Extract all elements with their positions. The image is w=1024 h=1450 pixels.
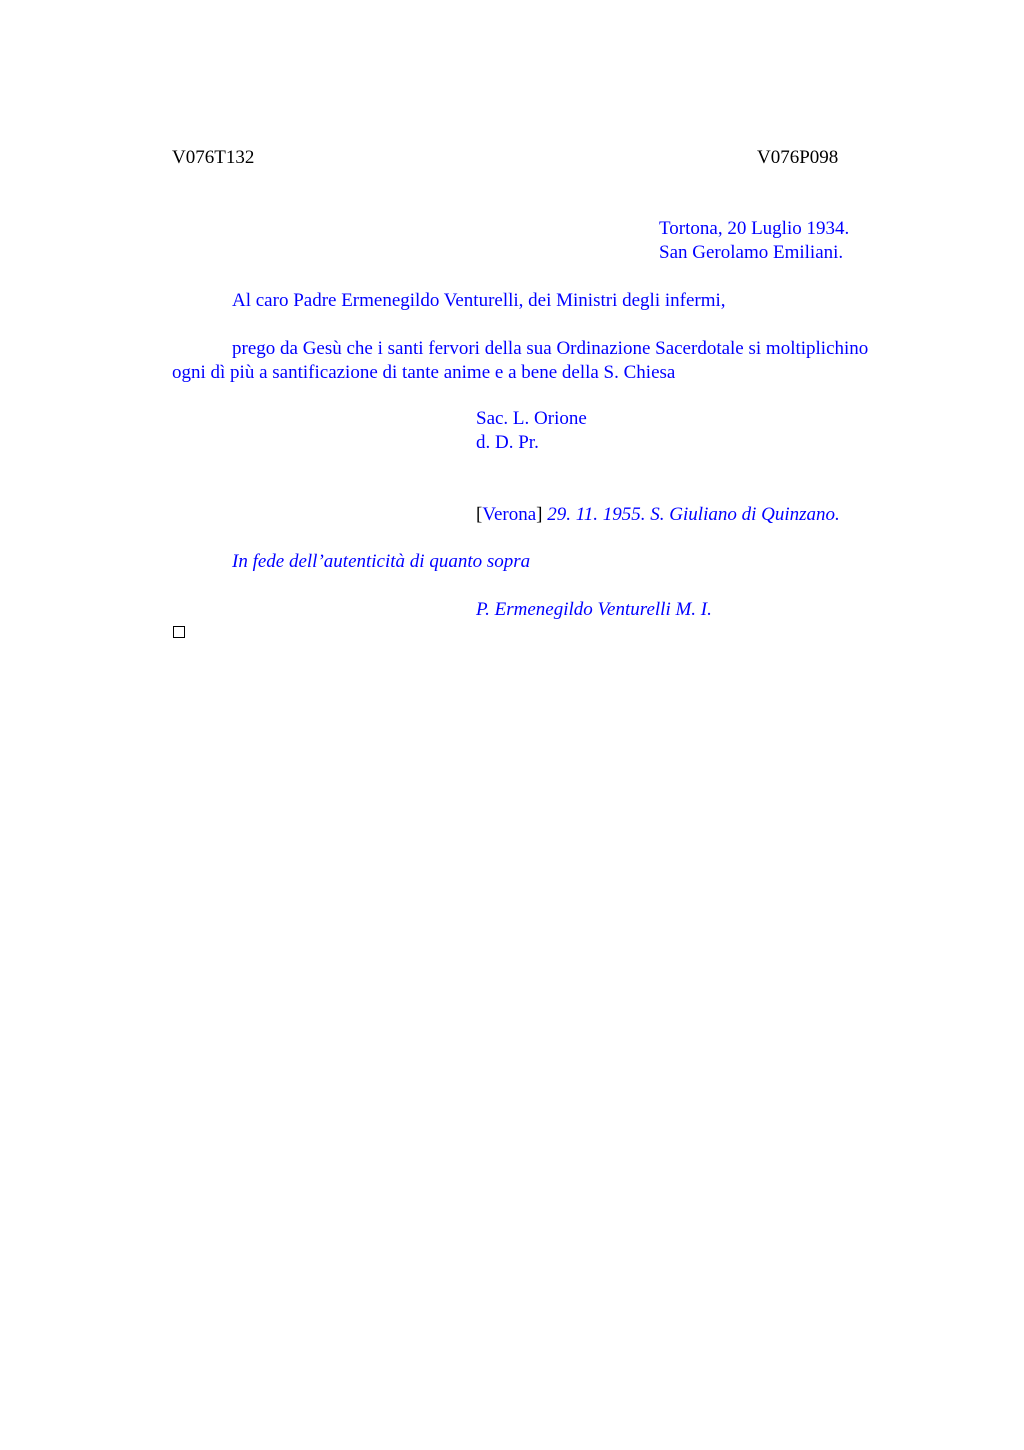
document-code-right: V076P098	[757, 147, 839, 168]
attestation-dateline	[476, 503, 840, 527]
signature-name: Sac. L. Orione	[476, 408, 587, 429]
body-line-2: ogni dì più a santificazione di tante anime e a bene della S. Chiesa	[172, 362, 676, 383]
attestation-statement: In fede dell’autenticità di quanto sopra	[232, 551, 531, 572]
attestation-place: Verona	[482, 504, 537, 525]
attestation-signer: P. Ermenegildo Venturelli M. I.	[476, 599, 712, 620]
attestation-date-place: 29. 11. 1955. S. Giuliano di Quinzano.	[547, 504, 840, 525]
body-line-1: prego da Gesù che i santi fervori della sua Ordinazione Sacerdotale si moltiplichino	[232, 338, 869, 359]
document-code-left: V076T132	[172, 147, 255, 168]
checkbox-square-icon	[173, 626, 185, 638]
dateline-place-date: Tortona, 20 Luglio 1934.	[659, 218, 850, 239]
salutation: Al caro Padre Ermenegildo Venturelli, dei Ministri degli infermi,	[232, 290, 726, 311]
bracket-close: ]	[536, 504, 543, 525]
signature-title: d. D. Pr.	[476, 432, 539, 453]
dateline-feast: San Gerolamo Emiliani.	[659, 242, 844, 263]
bracket-open: [	[476, 504, 483, 525]
